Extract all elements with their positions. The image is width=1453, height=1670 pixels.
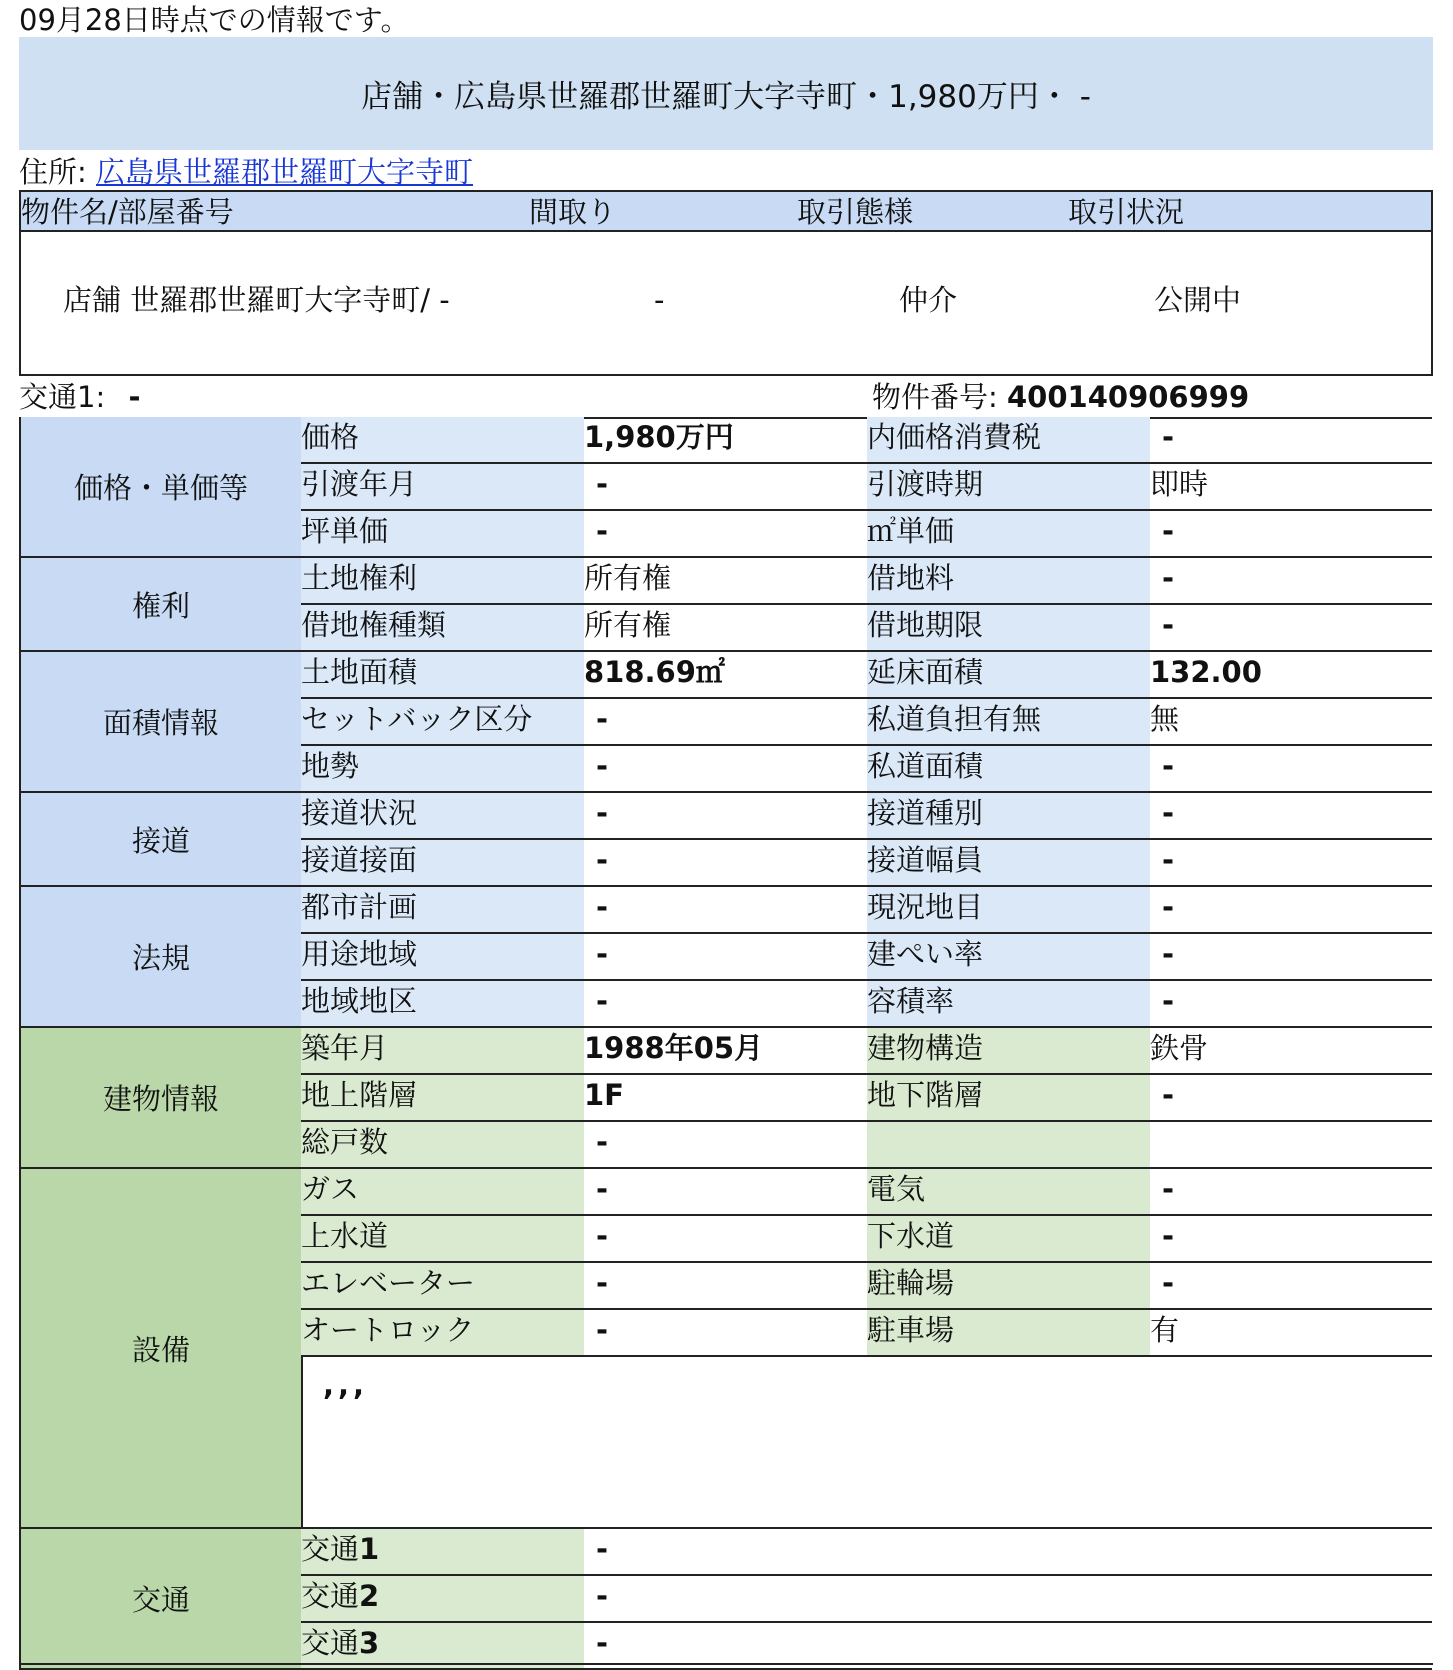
field-value: - <box>596 1125 609 1159</box>
field-value: 鉄骨 <box>1150 1031 1209 1065</box>
field-label: 価格 <box>301 417 584 462</box>
table-row <box>301 1075 1432 1122</box>
field-label: 私道負担有無 <box>867 699 1150 744</box>
table-row <box>301 1028 1432 1075</box>
field-value: - <box>596 749 609 783</box>
field-value: 132.00 <box>1150 655 1262 689</box>
section-label: 建物情報 <box>19 1028 303 1169</box>
field-label: エレベーター <box>301 1263 584 1308</box>
transport-value: - <box>128 380 141 414</box>
field-value: - <box>1162 890 1175 924</box>
transport-label: 交通1: <box>19 380 106 414</box>
table-row <box>301 793 1432 840</box>
field-label: 建ぺい率 <box>867 934 1150 979</box>
field-label: 地上階層 <box>301 1075 584 1120</box>
field-label: 建物構造 <box>867 1028 1150 1073</box>
table-row <box>301 1310 1432 1357</box>
field-value: - <box>1162 984 1175 1018</box>
field-value: - <box>596 890 609 924</box>
field-value: 所有権 <box>584 561 672 595</box>
property-deal-type: 仲介 <box>899 283 958 317</box>
section-label: 法規 <box>19 887 303 1028</box>
field-value: - <box>596 1532 609 1566</box>
field-label: セットバック区分 <box>301 699 584 744</box>
field-label: 地域地区 <box>301 981 584 1026</box>
field-value: 818.69㎡ <box>584 655 725 689</box>
field-label: 下水道 <box>867 1216 1150 1261</box>
field-value: - <box>596 514 609 548</box>
field-value: - <box>596 843 609 877</box>
field-value: - <box>596 1313 609 1347</box>
field-value: 即時 <box>1150 467 1209 501</box>
equipment-notes <box>301 1357 1432 1529</box>
field-label: 築年月 <box>301 1028 584 1073</box>
listing-title-banner: 店舗・広島県世羅郡世羅町大字寺町・1,980万円・ - <box>19 37 1433 150</box>
field-label: 接道幅員 <box>867 840 1150 885</box>
property-layout: - <box>654 283 665 317</box>
table-row <box>301 1216 1432 1263</box>
section-label: 接道 <box>19 793 303 887</box>
table-row <box>301 605 1432 652</box>
field-value: - <box>596 1219 609 1253</box>
field-value: - <box>1162 843 1175 877</box>
field-label: 私道面積 <box>867 746 1150 791</box>
field-label: 借地料 <box>867 558 1150 603</box>
field-label: 接道種別 <box>867 793 1150 838</box>
field-label: ㎡単価 <box>867 511 1150 556</box>
field-value: 無 <box>1150 702 1180 736</box>
field-value: 所有権 <box>584 608 672 642</box>
property-id-value: 400140906999 <box>1007 380 1250 414</box>
table-row <box>301 511 1432 558</box>
section-label: 面積情報 <box>19 652 303 793</box>
field-value: - <box>596 702 609 736</box>
header-layout: 間取り <box>529 195 617 229</box>
field-label: 借地期限 <box>867 605 1150 650</box>
field-value: - <box>596 796 609 830</box>
field-value: 1F <box>584 1078 624 1112</box>
field-value: - <box>1162 514 1175 548</box>
field-value <box>1150 1122 1432 1167</box>
section-label: 権利 <box>19 558 303 652</box>
field-label: 接道状況 <box>301 793 584 838</box>
field-label: 交通1 <box>301 1529 584 1574</box>
field-label: 電気 <box>867 1169 1150 1214</box>
table-row <box>301 1529 1432 1576</box>
field-label: 土地面積 <box>301 652 584 697</box>
field-label: 借地権種類 <box>301 605 584 650</box>
section-label: 設備 <box>19 1169 303 1529</box>
field-label: 引渡年月 <box>301 464 584 509</box>
table-row <box>301 699 1432 746</box>
field-label: 総戸数 <box>301 1122 584 1167</box>
header-status: 取引状況 <box>1068 195 1185 229</box>
field-value: 1,980万円 <box>584 420 734 454</box>
field-label: 接道接面 <box>301 840 584 885</box>
field-value: - <box>596 1626 609 1660</box>
property-name: 店舗 世羅郡世羅町大字寺町/ - <box>63 283 450 317</box>
field-value: - <box>596 1579 609 1613</box>
section-label: 交通 <box>19 1529 303 1670</box>
field-label: ガス <box>301 1169 584 1214</box>
field-value: - <box>1162 608 1175 642</box>
property-status: 公開中 <box>1154 283 1242 317</box>
table-row <box>301 981 1432 1028</box>
field-label <box>867 1122 1150 1167</box>
table-row <box>301 464 1432 511</box>
header-name-room: 物件名/部屋番号 <box>21 195 234 229</box>
field-value: - <box>596 984 609 1018</box>
equipment-notes-text: ,,, <box>323 1368 369 1402</box>
table-row <box>301 840 1432 887</box>
field-label: 土地権利 <box>301 558 584 603</box>
field-value: - <box>1162 561 1175 595</box>
table-row <box>301 417 1432 464</box>
page-bottom-rule <box>19 1663 1433 1665</box>
field-label: 都市計画 <box>301 887 584 932</box>
table-row <box>301 934 1432 981</box>
field-label: 地勢 <box>301 746 584 791</box>
table-row <box>301 1263 1432 1310</box>
field-label: 駐車場 <box>867 1310 1150 1355</box>
field-label: 引渡時期 <box>867 464 1150 509</box>
field-label: 駐輪場 <box>867 1263 1150 1308</box>
field-value: - <box>596 937 609 971</box>
field-value: 有 <box>1150 1313 1180 1347</box>
field-value: - <box>1162 1266 1175 1300</box>
address-line <box>19 150 473 194</box>
table-row <box>301 558 1432 605</box>
field-value: - <box>1162 796 1175 830</box>
table-row <box>301 1576 1432 1623</box>
property-table-header <box>19 190 1433 232</box>
property-summary-row <box>19 230 1433 376</box>
field-value: - <box>596 467 609 501</box>
table-row <box>301 887 1432 934</box>
field-label: 交通3 <box>301 1623 584 1668</box>
field-label: オートロック <box>301 1310 584 1355</box>
property-id-label: 物件番号: <box>872 380 998 414</box>
table-row <box>301 746 1432 793</box>
table-row <box>301 1122 1432 1169</box>
field-label: 容積率 <box>867 981 1150 1026</box>
field-label: 交通2 <box>301 1576 584 1621</box>
transport-summary <box>19 375 141 419</box>
field-value: 1988年05月 <box>584 1031 764 1065</box>
address-link[interactable]: 広島県世羅郡世羅町大字寺町 <box>96 155 474 189</box>
field-value: - <box>1162 749 1175 783</box>
section-label: 価格・単価等 <box>19 417 303 558</box>
address-label: 住所: <box>19 155 87 189</box>
field-value: - <box>1162 1172 1175 1206</box>
field-label: 現況地目 <box>867 887 1150 932</box>
field-value: - <box>1162 420 1175 454</box>
field-label: 延床面積 <box>867 652 1150 697</box>
field-value: - <box>596 1266 609 1300</box>
field-label: 上水道 <box>301 1216 584 1261</box>
field-label: 内価格消費税 <box>867 417 1150 462</box>
header-deal-type: 取引態様 <box>797 195 914 229</box>
table-row <box>301 1169 1432 1216</box>
field-label: 地下階層 <box>867 1075 1150 1120</box>
as-of-notice: 09月28日時点での情報です。 <box>19 3 410 37</box>
table-row <box>301 652 1432 699</box>
field-value: - <box>1162 1078 1175 1112</box>
field-value: - <box>1162 937 1175 971</box>
field-value: - <box>1162 1219 1175 1253</box>
field-value: - <box>596 1172 609 1206</box>
property-id <box>872 375 1249 419</box>
field-label: 用途地域 <box>301 934 584 979</box>
field-label: 坪単価 <box>301 511 584 556</box>
